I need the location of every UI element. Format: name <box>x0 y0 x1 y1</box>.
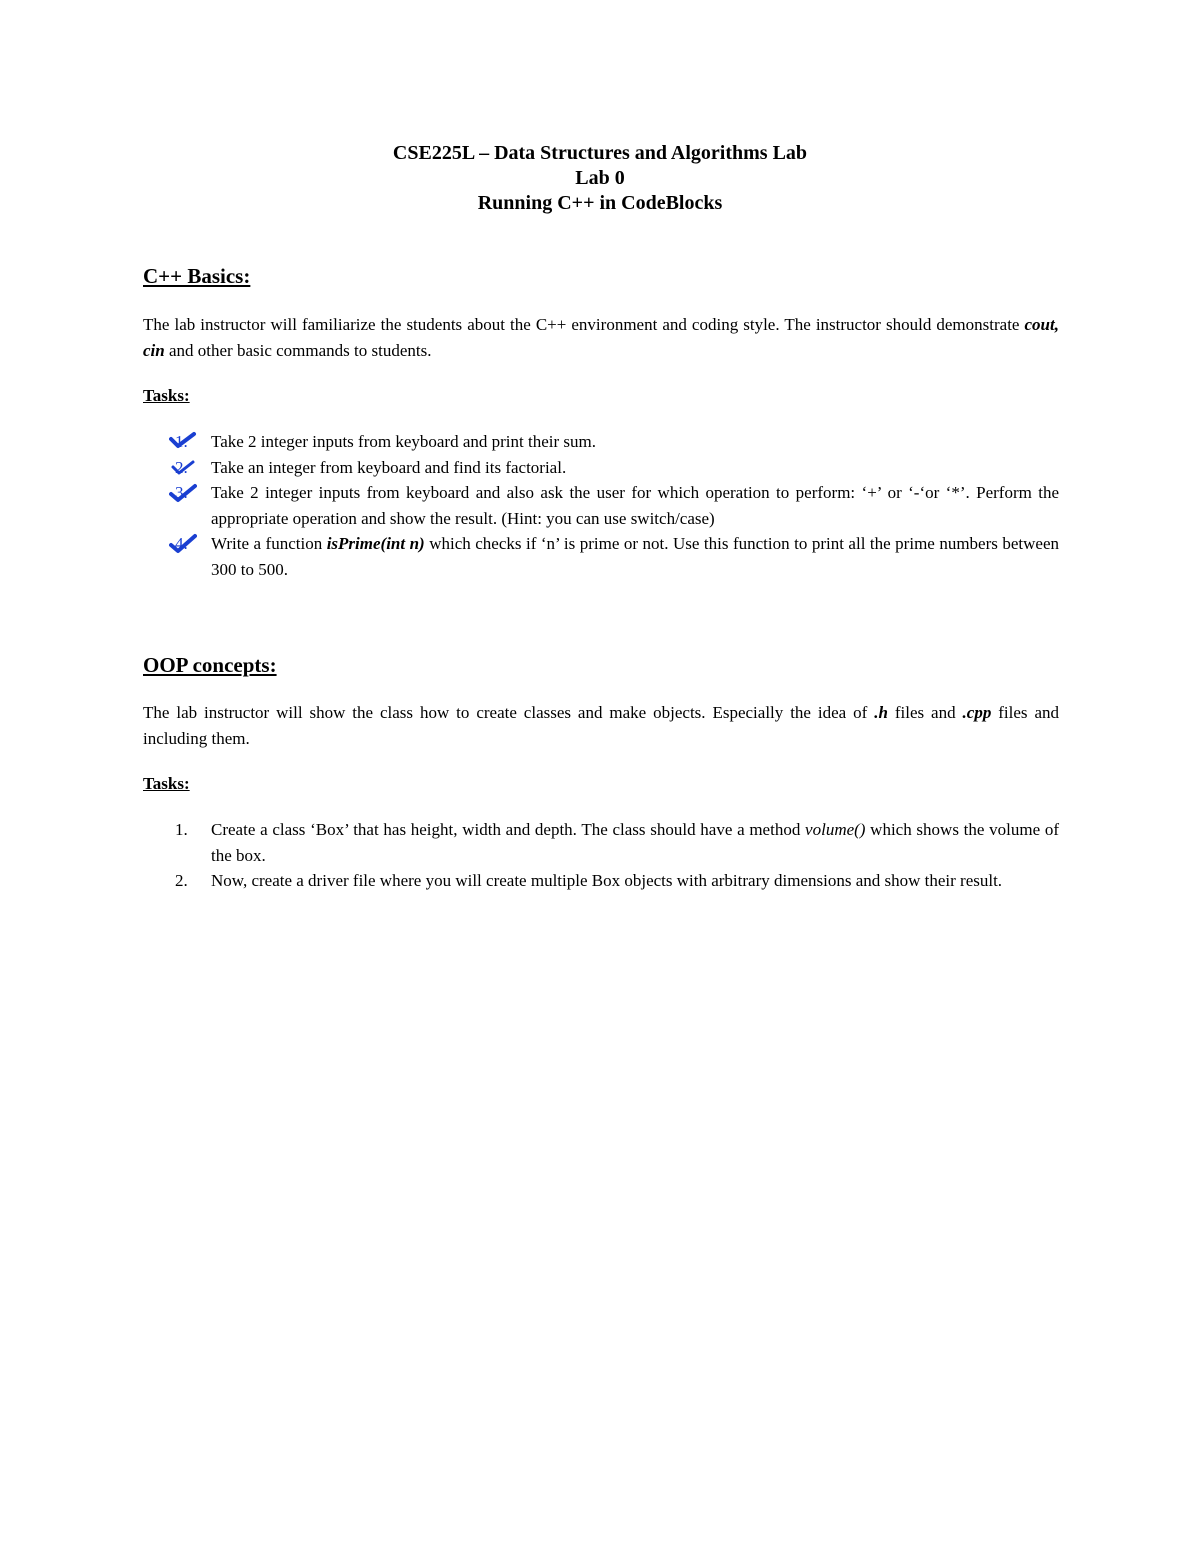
task-text-after: which checks if ‘n’ is prime or not. Use this function to print all the prime numbers between 300 to 500. <box>211 534 1059 579</box>
checkmark-icon <box>169 457 197 479</box>
checkmark-icon <box>169 482 197 504</box>
task-number: 2. <box>175 457 188 477</box>
task-item-2 <box>143 455 1059 481</box>
lab-number: Lab 0 <box>575 167 625 189</box>
cpp-basics-heading: C++ Basics: <box>143 264 251 288</box>
oop-task-item-2 <box>143 868 1059 894</box>
course-title: CSE225L – Data Structures and Algorithms Lab <box>392 142 808 164</box>
document-title-block <box>0 141 1200 216</box>
method-name: volume() <box>805 820 866 839</box>
oop-intro-mid: files and <box>887 703 963 722</box>
tasks-label-1: Tasks: <box>143 386 190 405</box>
task-item-1 <box>143 429 1059 455</box>
function-signature: isPrime(int n) <box>326 534 425 553</box>
intro-text: The lab instructor will familiarize the students about the C++ environment and coding style. The instructor should demonstrate <box>143 315 1025 334</box>
task-text-before: Write a function <box>211 534 327 553</box>
task-text <box>211 534 1059 579</box>
task-text-after: which shows the volume of the box. <box>211 820 1059 865</box>
oop-intro-end: files and including them. <box>143 703 1059 748</box>
oop-concepts-heading: OOP concepts: <box>143 653 277 677</box>
task-list-2 <box>143 817 1059 894</box>
oop-task-item-1 <box>143 817 1059 868</box>
task-number: 4. <box>175 534 188 553</box>
oop-intro <box>143 700 1059 752</box>
intro-text-end: and other basic commands to students. <box>164 341 432 360</box>
tasks-label-2: Tasks: <box>143 774 190 793</box>
task-text-before: Create a class ‘Box’ that has height, width and depth. The class should have a method <box>211 820 806 839</box>
task-item-4 <box>143 531 1059 582</box>
cpp-basics-intro <box>143 312 1059 364</box>
checkmark-icon <box>169 431 197 453</box>
oop-intro-text: The lab instructor will show the class how to create classes and make objects. Especially the idea of <box>143 703 875 722</box>
task-number: 1. <box>175 820 188 839</box>
task-item-3 <box>143 480 1059 531</box>
task-number: 2. <box>175 871 188 890</box>
task-text <box>211 820 1059 865</box>
lab-topic: Running C++ in CodeBlocks <box>477 192 723 214</box>
task-number: 1. <box>175 432 188 451</box>
cpp-extension: .cpp <box>962 703 992 722</box>
task-text: Take 2 integer inputs from keyboard and also ask the user for which operation to perform: ‘+’ or ‘-‘or ‘*’. Perform the appropriate operation and show the result. (Hint: you can use switch/case) <box>211 483 1059 528</box>
task-number: 3. <box>175 483 188 502</box>
task-text: Now, create a driver file where you will create multiple Box objects with arbitrary dimensions and show their result. <box>211 871 1003 890</box>
task-text: Take an integer from keyboard and find its factorial. <box>211 457 567 477</box>
task-list-1 <box>143 429 1059 582</box>
h-extension: .h <box>874 703 888 722</box>
task-text: Take 2 integer inputs from keyboard and print their sum. <box>211 432 596 451</box>
intro-bold-commands: cout, cin <box>143 315 1059 360</box>
checkmark-icon <box>169 533 197 555</box>
